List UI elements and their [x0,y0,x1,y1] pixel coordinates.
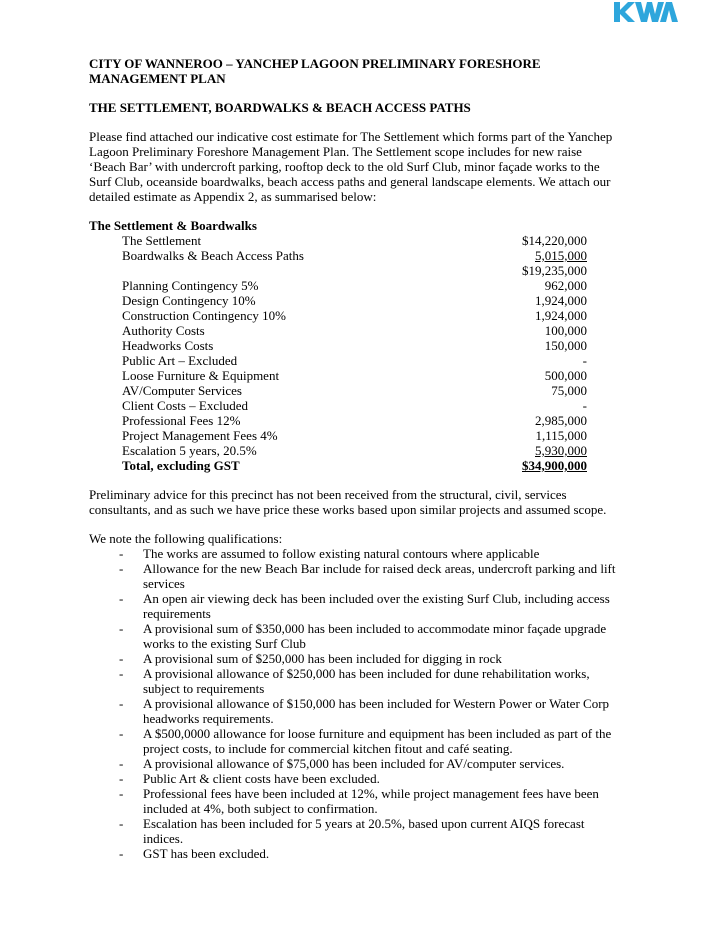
document-title: CITY OF WANNEROO – YANCHEP LAGOON PRELIMINARY FORESHORE MANAGEMENT PLAN [89,56,541,86]
cost-amount: 1,924,000 [535,293,587,308]
bullet-dash: - [119,816,124,831]
cost-row [122,248,587,263]
qualification-item [89,786,619,816]
cost-row [122,443,587,458]
cost-total-row [122,458,587,473]
estimate-heading: The Settlement & Boardwalks [89,218,257,233]
cost-amount: 962,000 [544,278,587,293]
cost-amount: 150,000 [544,338,587,353]
cost-amount: 100,000 [544,323,587,338]
cost-label: Construction Contingency 10% [122,308,286,323]
cost-row [122,233,587,248]
cost-row [122,428,587,443]
cost-row [122,278,587,293]
cost-label: Project Management Fees 4% [122,428,278,443]
cost-label: Public Art – Excluded [122,353,238,368]
qualification-item [89,756,619,771]
cost-total-amount: $34,900,000 [522,458,587,473]
qualification-item [89,726,619,756]
qualification-text: A provisional sum of $350,000 has been included to accommodate minor façade upgrade works to the existing Surf Club [143,621,607,651]
qualification-item [89,846,619,861]
qualification-item [89,591,619,621]
qualification-item [89,816,619,846]
cost-amount: 1,924,000 [535,308,587,323]
bullet-dash: - [119,846,124,861]
cost-label: Professional Fees 12% [122,413,241,428]
cost-amount: - [582,398,587,413]
cost-label: Client Costs – Excluded [122,398,249,413]
cost-total-label: Total, excluding GST [122,458,240,473]
bullet-dash: - [119,696,124,711]
bullet-dash: - [119,771,124,786]
cost-amount: 5,930,000 [535,443,587,458]
qualification-text: An open air viewing deck has been included over the existing Surf Club, including access requirements [143,591,610,621]
intro-paragraph: Please find attached our indicative cost estimate for The Settlement which forms part of the Yanchep Lagoon Preliminary Foreshore Management Plan. The Settlement scope includes for new raise ‘Beach Bar’ with undercroft parking, rooftop deck to the old Surf Club, minor façade works to the Surf Club, oceanside boardwalks, beach access paths and general landscape elements. We attach our detailed estimate as Appendix 2, as summarised below: [89,129,613,204]
bullet-dash: - [119,651,124,666]
cost-amount: - [582,353,587,368]
cost-row [122,383,587,398]
qualification-item [89,696,619,726]
cost-label: Loose Furniture & Equipment [122,368,280,383]
cost-row [122,323,587,338]
bullet-dash: - [119,726,124,741]
document-body [89,56,619,861]
bullet-dash: - [119,591,124,606]
cost-amount: 5,015,000 [535,248,587,263]
cost-label: Planning Contingency 5% [122,278,259,293]
bullet-dash: - [119,786,124,801]
qualification-text: The works are assumed to follow existing natural contours where applicable [143,546,540,561]
cost-label: Boardwalks & Beach Access Paths [122,248,304,263]
cost-label: AV/Computer Services [122,383,242,398]
bullet-dash: - [119,561,124,576]
bullet-dash: - [119,621,124,636]
qualification-text: A provisional allowance of $250,000 has been included for dune rehabilitation works, subject to requirements [143,666,590,696]
qualification-text: Escalation has been included for 5 years at 20.5%, based upon current AIQS forecast indices. [143,816,585,846]
qualifications-heading: We note the following qualifications: [89,531,283,546]
qualification-text: Allowance for the new Beach Bar include for raised deck areas, undercroft parking and lift services [143,561,616,591]
bullet-dash: - [119,546,124,561]
cost-amount: 500,000 [544,368,587,383]
advice-paragraph: Preliminary advice for this precinct has not been received from the structural, civil, services consultants, and as such we have price these works based upon similar projects and assumed scope. [89,487,607,517]
qualification-text: Professional fees have been included at 12%, while project management fees have been included at 4%, both subject to confirmation. [143,786,599,816]
kwa-logo [614,0,678,22]
qualification-item [89,666,619,696]
cost-row [122,263,587,278]
cost-amount: 75,000 [551,383,587,398]
cost-label: Escalation 5 years, 20.5% [122,443,257,458]
bullet-dash: - [119,756,124,771]
cost-row [122,353,587,368]
qualifications-list [89,546,619,861]
qualification-text: A $500,0000 allowance for loose furniture and equipment has been included as part of the project costs, to include for commercial kitchen fitout and café seating. [143,726,612,756]
cost-label [122,263,467,278]
qualification-text: A provisional allowance of $75,000 has been included for AV/computer services. [143,756,565,771]
cost-estimate-table [122,233,587,473]
cost-row [122,293,587,308]
cost-label: Authority Costs [122,323,205,338]
cost-row [122,368,587,383]
qualification-item [89,546,619,561]
qualification-text: Public Art & client costs have been excluded. [143,771,380,786]
qualification-item [89,561,619,591]
cost-amount: $14,220,000 [522,233,587,248]
qualification-text: GST has been excluded. [143,846,270,861]
cost-row [122,308,587,323]
qualification-text: A provisional allowance of $150,000 has been included for Western Power or Water Corp headworks requirements. [143,696,610,726]
cost-row [122,338,587,353]
bullet-dash: - [119,666,124,681]
cost-amount: $19,235,000 [522,263,587,278]
qualification-item [89,771,619,786]
qualification-item [89,651,619,666]
cost-amount: 1,115,000 [535,428,587,443]
cost-row [122,413,587,428]
cost-label: Headworks Costs [122,338,214,353]
cost-label: The Settlement [122,233,202,248]
qualification-text: A provisional sum of $250,000 has been included for digging in rock [143,651,502,666]
cost-label: Design Contingency 10% [122,293,256,308]
cost-row [122,398,587,413]
document-subtitle: THE SETTLEMENT, BOARDWALKS & BEACH ACCESS PATHS [89,100,471,115]
cost-amount: 2,985,000 [535,413,587,428]
qualification-item [89,621,619,651]
